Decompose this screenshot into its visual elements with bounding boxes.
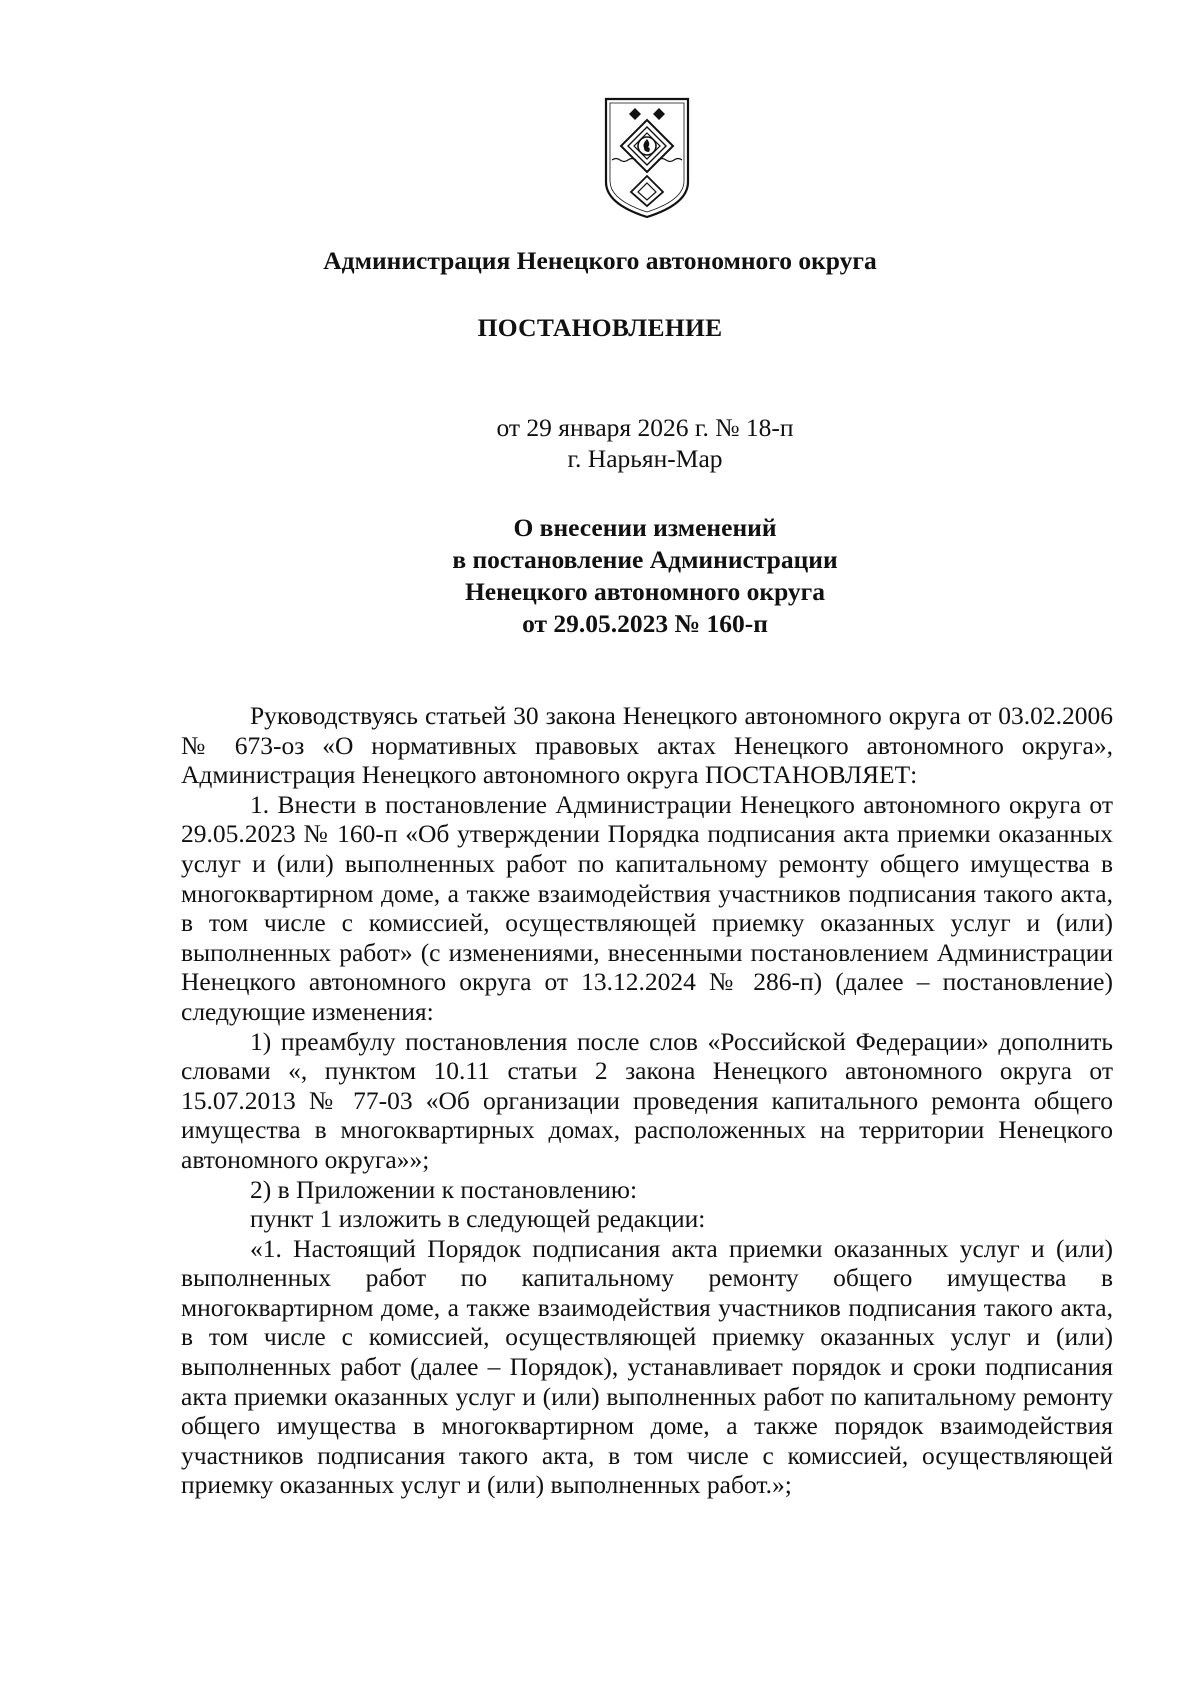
coat-of-arms-icon (603, 96, 691, 220)
organization-title: Администрация Ненецкого автономного округа (323, 246, 877, 275)
body-paragraph-point-1-intro: пункт 1 изложить в следующей редакции: (250, 1204, 706, 1234)
subject-line: О внесении изменений (513, 513, 777, 542)
subject-line: в постановление Администрации (452, 545, 838, 574)
body-paragraph-subitem-1: 1) преамбулу постановления после слов «Российской Федерации» дополнить словами «, пунктом 10.11 статьи 2 закона Ненецкого автономного округа от 15.07.2013 № 77-03 «Об организации проведения капитального ремонта общего имущества в многоквартирных домах, расположенных на территории Ненецкого автономного округа»»; (181, 1026, 1113, 1174)
document-body (181, 701, 1113, 1500)
document-meta (0, 412, 1200, 474)
subject-line: Ненецкого автономного округа (464, 577, 826, 606)
document-city: г. Нарьян-Мар (567, 444, 723, 473)
document-subject (0, 512, 1200, 640)
body-paragraph-point-1-text: «1. Настоящий Порядок подписания акта приемки оказанных услуг и (или) выполненных работ по капитальному ремонту общего имущества в многоквартирном доме, а также взаимодействия участников подписания такого акта, в том числе с комиссией, осуществляющей приемку оказанных услуг и (или) выполненных работ (далее – Порядок), устанавливает порядок и сроки подписания акта приемки оказанных услуг и (или) выполненных работ по капитальному ремонту общего имущества в многоквартирном доме, а также порядок взаимодействия участников подписания такого акта, в том числе с комиссией, осуществляющей приемку оказанных услуг и (или) выполненных работ.»; (181, 1233, 1113, 1500)
body-paragraph-subitem-2: 2) в Приложении к постановлению: (250, 1174, 638, 1204)
document-date-number: от 29 января 2026 г. № 18-п (496, 413, 794, 442)
body-paragraph-preamble: Руководствуясь статьей 30 закона Ненецкого автономного округа от 03.02.2006 № 673-оз «О нормативных правовых актах Ненецкого автономного округа», Администрация Ненецкого автономного округа ПОСТАНОВЛЯЕТ: (181, 701, 1113, 790)
body-paragraph-item-1: 1. Внести в постановление Администрации Ненецкого автономного округа от 29.05.2023 № 160-п «Об утверждении Порядка подписания акта приемки оказанных услуг и (или) выполненных работ по капитальному ремонту общего имущества в многоквартирном доме, а также взаимодействия участников подписания такого акта, в том числе с комиссией, осуществляющей приемку оказанных услуг и (или) выполненных работ» (с изменениями, внесенными постановлением Администрации Ненецкого автономного округа от 13.12.2024 № 286-п) (далее – постановление) следующие изменения: (181, 789, 1113, 1026)
document-type: ПОСТАНОВЛЕНИЕ (477, 313, 723, 342)
subject-line: от 29.05.2023 № 160-п (522, 609, 768, 638)
